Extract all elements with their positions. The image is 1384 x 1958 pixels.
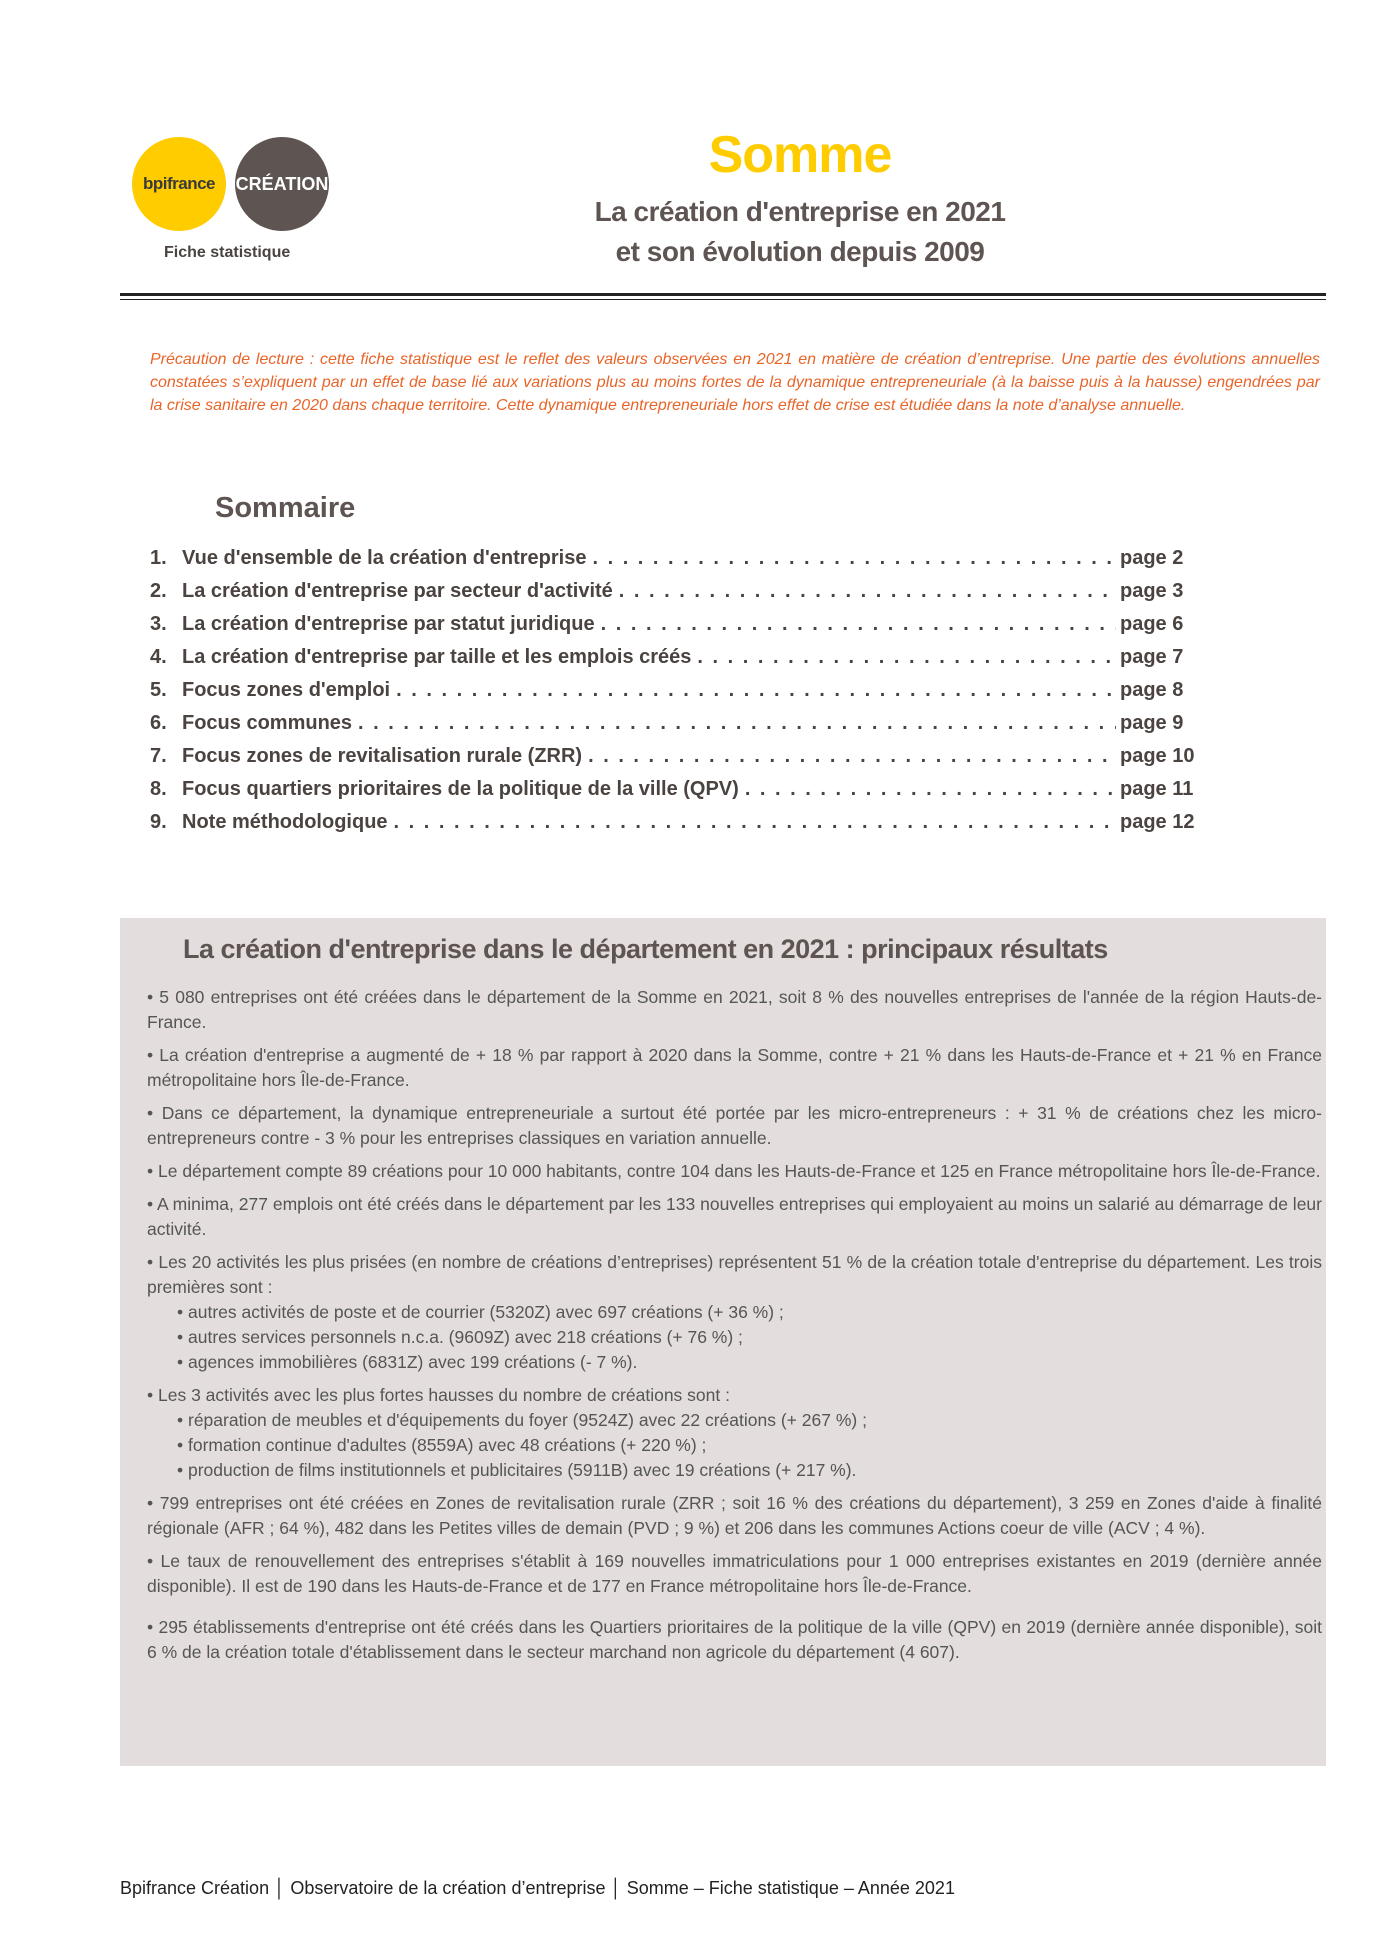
result-sub-item: • agences immobilières (6831Z) avec 199 créations (- 7 %).	[177, 1352, 638, 1372]
result-sub-item: • formation continue d'adultes (8559A) avec 48 créations (+ 220 %) ;	[177, 1435, 707, 1455]
toc-label: La création d'entreprise par secteur d'activité	[182, 580, 613, 602]
toc-label: La création d'entreprise par statut juridique	[182, 613, 595, 635]
bpifrance-logo-text: bpifrance	[142, 174, 216, 193]
toc-number: 6.	[150, 712, 167, 734]
toc-leader	[358, 712, 1116, 735]
header-divider-thin	[120, 299, 1326, 300]
result-item: • Le taux de renouvellement des entreprises s'établit à 169 nouvelles immatriculations pour 1 000 entreprises existantes en 2019 (dernière année disponible). Il est de 190 dans les Hauts-de-France et de 177 en France métropolitaine hors Île-de-France.	[147, 1551, 1322, 1596]
toc-item[interactable]	[150, 613, 1200, 646]
toc-leader	[588, 745, 1116, 768]
toc-page: page 12	[1120, 811, 1195, 833]
toc-label: Focus zones de revitalisation rurale (ZRR)	[182, 745, 583, 767]
toc-item[interactable]	[150, 811, 1200, 844]
toc-leader	[394, 811, 1116, 834]
table-of-contents	[150, 547, 1200, 844]
toc-label: Focus zones d'emploi	[182, 679, 391, 701]
result-sub-item: • autres activités de poste et de courrier (5320Z) avec 697 créations (+ 36 %) ;	[177, 1302, 784, 1322]
toc-page: page 6	[1120, 613, 1184, 635]
toc-page: page 7	[1120, 646, 1184, 668]
toc-label: Note méthodologique	[182, 811, 388, 833]
toc-label: Focus communes	[182, 712, 353, 734]
toc-page: page 2	[1120, 547, 1184, 569]
page-title: Somme	[708, 126, 892, 184]
result-sub-item: • production de films institutionnels et publicitaires (5911B) avec 19 créations (+ 217 %).	[177, 1460, 857, 1480]
result-item: • La création d'entreprise a augmenté de + 18 % par rapport à 2020 dans la Somme, contre + 21 % dans les Hauts-de-France et + 21 % en France métropolitaine hors Île-de-France.	[147, 1045, 1322, 1090]
toc-number: 8.	[150, 778, 167, 800]
bpifrance-logo	[132, 137, 226, 231]
result-item: • Les 20 activités les plus prisées (en nombre de créations d’entreprises) représentent 51 % de la création totale d'entreprise du département. Les trois premières sont :	[147, 1252, 1322, 1297]
toc-number: 4.	[150, 646, 167, 668]
toc-page: page 11	[1120, 778, 1194, 800]
reading-precaution: Précaution de lecture : cette fiche statistique est le reflet des valeurs observées en 2021 en matière de création d’entreprise. Une partie des évolutions annuelles constatées s’expliquent par un effet de base lié aux variations plus au moins fortes de la dynamique entrepreneuriale (à la baisse puis à la hausse) engendrées par la crise sanitaire en 2020 dans chaque territoire. Cette dynamique entrepreneuriale hors effet de crise est étudiée dans la note d’analyse annuelle.	[150, 351, 1320, 414]
sommaire-title: Sommaire	[215, 492, 356, 524]
results-title: La création d'entreprise dans le département en 2021 : principaux résultats	[183, 934, 1108, 964]
header-divider-thick	[120, 293, 1326, 296]
toc-page: page 9	[1120, 712, 1184, 734]
result-item: • Les 3 activités avec les plus fortes hausses du nombre de créations sont :	[147, 1385, 730, 1405]
toc-item[interactable]	[150, 646, 1200, 679]
creation-logo	[235, 137, 329, 231]
toc-item[interactable]	[150, 778, 1200, 811]
result-item: • 295 établissements d'entreprise ont été créés dans les Quartiers prioritaires de la politique de la ville (QPV) en 2019 (dernière année disponible), soit 6 % de la création totale d'établissement dans le secteur marchand non agricole du département (4 607).	[147, 1617, 1322, 1662]
result-item: • 799 entreprises ont été créées en Zones de revitalisation rurale (ZRR ; soit 16 % des créations du département), 3 259 en Zones d'aide à finalité régionale (AFR ; 64 %), 482 dans les Petites villes de demain (PVD ; 9 %) et 206 dans les communes Actions coeur de ville (ACV ; 4 %).	[147, 1493, 1322, 1538]
toc-label: La création d'entreprise par taille et les emplois créés	[182, 646, 692, 668]
toc-number: 2.	[150, 580, 167, 602]
subtitle-line-2: et son évolution depuis 2009	[615, 236, 985, 267]
result-sub-item: • autres services personnels n.c.a. (9609Z) avec 218 créations (+ 76 %) ;	[177, 1327, 743, 1347]
toc-number: 3.	[150, 613, 167, 635]
toc-number: 5.	[150, 679, 167, 701]
result-item: • Le département compte 89 créations pour 10 000 habitants, contre 104 dans les Hauts-de-France et 125 en France métropolitaine hors Île-de-France.	[147, 1161, 1321, 1181]
toc-leader	[697, 646, 1116, 669]
fiche-label: Fiche statistique	[164, 244, 291, 261]
toc-page: page 8	[1120, 679, 1184, 701]
toc-item[interactable]	[150, 547, 1200, 580]
result-item: • 5 080 entreprises ont été créées dans le département de la Somme en 2021, soit 8 % des nouvelles entreprises de l'année de la région Hauts-de-France.	[147, 987, 1322, 1032]
toc-leader	[592, 547, 1116, 570]
result-sub-item: • réparation de meubles et d'équipements du foyer (9524Z) avec 22 créations (+ 267 %) ;	[177, 1410, 867, 1430]
toc-leader	[745, 778, 1116, 801]
toc-leader	[396, 679, 1116, 702]
toc-number: 1.	[150, 547, 167, 569]
toc-item[interactable]	[150, 679, 1200, 712]
toc-number: 7.	[150, 745, 167, 767]
toc-label: Focus quartiers prioritaires de la politique de la ville (QPV)	[182, 778, 739, 800]
creation-logo-text: CRÉATION	[235, 173, 329, 194]
toc-page: page 3	[1120, 580, 1184, 602]
toc-page: page 10	[1120, 745, 1195, 767]
toc-number: 9.	[150, 811, 167, 833]
toc-leader	[601, 613, 1116, 636]
subtitle-line-1: La création d'entreprise en 2021	[594, 196, 1006, 227]
result-item: • Dans ce département, la dynamique entrepreneuriale a surtout été portée par les micro-entrepreneurs : + 31 % de créations chez les micro-entrepreneurs contre - 3 % pour les entreprises classiques en variation annuelle.	[147, 1103, 1322, 1148]
result-item: • A minima, 277 emplois ont été créés dans le département par les 133 nouvelles entreprises qui employaient au moins un salarié au démarrage de leur activité.	[147, 1194, 1322, 1239]
page-footer: Bpifrance Création │ Observatoire de la création d’entreprise │ Somme – Fiche statistique – Année 2021	[120, 1878, 955, 1898]
toc-leader	[619, 580, 1116, 603]
results-list	[147, 985, 1322, 1673]
toc-item[interactable]	[150, 580, 1200, 613]
toc-label: Vue d'ensemble de la création d'entreprise	[182, 547, 587, 569]
toc-item[interactable]	[150, 745, 1200, 778]
toc-item[interactable]	[150, 712, 1200, 745]
